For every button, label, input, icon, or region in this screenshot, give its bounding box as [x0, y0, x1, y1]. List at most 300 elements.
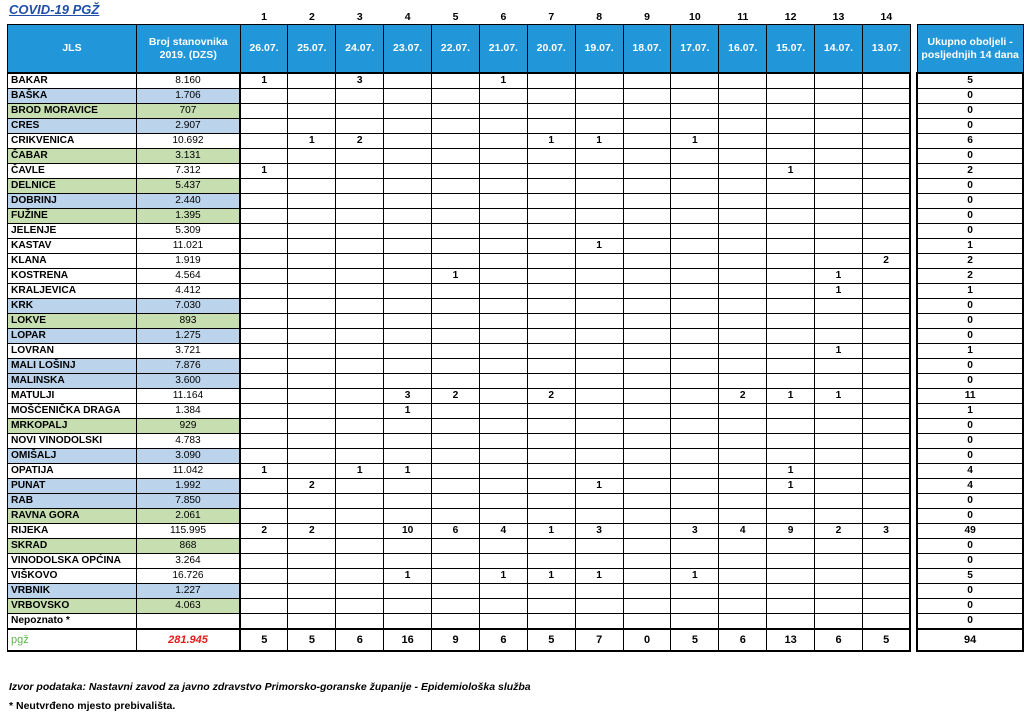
- daily-case-count: [767, 449, 815, 464]
- municipality-name: RIJEKA: [8, 524, 137, 539]
- daily-case-count: [240, 344, 288, 359]
- daily-case-count: [671, 89, 719, 104]
- total-cases: 6: [917, 134, 1023, 149]
- daily-case-count: [719, 254, 767, 269]
- total-cases: 4: [917, 464, 1023, 479]
- daily-case-count: [479, 329, 527, 344]
- daily-case-count: [479, 119, 527, 134]
- daily-case-count: [719, 614, 767, 630]
- daily-case-count: [384, 119, 432, 134]
- header-date: 20.07.: [527, 25, 575, 74]
- daily-case-count: [671, 104, 719, 119]
- daily-case-count: [527, 239, 575, 254]
- daily-case-count: [671, 73, 719, 89]
- column-number: 13: [832, 11, 845, 23]
- table-row: [8, 509, 1024, 524]
- daily-case-count: [767, 539, 815, 554]
- daily-case-count: [288, 164, 336, 179]
- daily-case-count: [336, 374, 384, 389]
- municipality-name: RAB: [8, 494, 137, 509]
- table-row: [8, 329, 1024, 344]
- daily-case-count: [479, 614, 527, 630]
- daily-case-count: [767, 494, 815, 509]
- population-value: 1.227: [136, 584, 240, 599]
- spacer-cell: [910, 254, 917, 269]
- total-cases: 0: [917, 374, 1023, 389]
- daily-case-count: 1: [240, 164, 288, 179]
- daily-case-count: [527, 554, 575, 569]
- table-row: [8, 269, 1024, 284]
- daily-case-count: [479, 359, 527, 374]
- daily-total: 16: [384, 629, 432, 651]
- daily-case-count: [384, 449, 432, 464]
- covid-cases-table: [7, 8, 1024, 652]
- spacer-cell: [910, 599, 917, 614]
- daily-case-count: 2: [336, 134, 384, 149]
- daily-case-count: [815, 449, 863, 464]
- daily-case-count: [623, 599, 671, 614]
- daily-case-count: [288, 329, 336, 344]
- daily-case-count: [240, 89, 288, 104]
- daily-case-count: [288, 389, 336, 404]
- daily-case-count: [240, 479, 288, 494]
- daily-case-count: [623, 344, 671, 359]
- daily-case-count: [240, 434, 288, 449]
- total-cases: 0: [917, 224, 1023, 239]
- municipality-name: BAKAR: [8, 73, 137, 89]
- daily-total: 13: [767, 629, 815, 651]
- daily-case-count: 1: [240, 464, 288, 479]
- daily-case-count: [862, 269, 910, 284]
- daily-case-count: 2: [240, 524, 288, 539]
- daily-case-count: [671, 269, 719, 284]
- daily-case-count: [671, 419, 719, 434]
- daily-case-count: [671, 509, 719, 524]
- daily-case-count: [815, 164, 863, 179]
- daily-case-count: [623, 329, 671, 344]
- spacer-cell: [910, 25, 917, 74]
- daily-case-count: 2: [432, 389, 480, 404]
- column-number: 9: [644, 11, 650, 23]
- daily-case-count: [719, 419, 767, 434]
- daily-case-count: [336, 449, 384, 464]
- table-row: [8, 524, 1024, 539]
- daily-case-count: [527, 119, 575, 134]
- total-cases: 0: [917, 359, 1023, 374]
- daily-case-count: [767, 149, 815, 164]
- daily-case-count: 1: [527, 524, 575, 539]
- daily-case-count: [767, 299, 815, 314]
- daily-case-count: [623, 119, 671, 134]
- daily-case-count: [240, 554, 288, 569]
- daily-case-count: [432, 479, 480, 494]
- daily-case-count: [671, 434, 719, 449]
- daily-case-count: [623, 89, 671, 104]
- municipality-name: VRBOVSKO: [8, 599, 137, 614]
- daily-case-count: [240, 224, 288, 239]
- daily-case-count: [479, 479, 527, 494]
- daily-case-count: [432, 539, 480, 554]
- daily-case-count: [527, 299, 575, 314]
- total-cases: 0: [917, 449, 1023, 464]
- daily-case-count: [240, 539, 288, 554]
- total-cases: 2: [917, 254, 1023, 269]
- daily-case-count: [240, 494, 288, 509]
- daily-case-count: [671, 374, 719, 389]
- daily-case-count: [288, 119, 336, 134]
- daily-case-count: [815, 584, 863, 599]
- daily-case-count: [862, 359, 910, 374]
- daily-case-count: [862, 419, 910, 434]
- daily-case-count: [432, 284, 480, 299]
- daily-case-count: 4: [479, 524, 527, 539]
- daily-case-count: [288, 284, 336, 299]
- daily-case-count: [336, 494, 384, 509]
- daily-case-count: [862, 329, 910, 344]
- daily-case-count: [479, 239, 527, 254]
- daily-case-count: [432, 89, 480, 104]
- population-value: 1.706: [136, 89, 240, 104]
- daily-case-count: [479, 104, 527, 119]
- population-value: 10.692: [136, 134, 240, 149]
- daily-case-count: [671, 224, 719, 239]
- total-cases: 0: [917, 104, 1023, 119]
- daily-case-count: [671, 299, 719, 314]
- total-cases: 0: [917, 494, 1023, 509]
- daily-case-count: [671, 344, 719, 359]
- spacer-cell: [910, 524, 917, 539]
- spacer-cell: [910, 629, 917, 651]
- daily-case-count: [623, 614, 671, 630]
- daily-case-count: [479, 269, 527, 284]
- daily-case-count: [671, 254, 719, 269]
- spacer-cell: [910, 584, 917, 599]
- municipality-name: MATULJI: [8, 389, 137, 404]
- daily-case-count: [575, 404, 623, 419]
- daily-case-count: [432, 494, 480, 509]
- daily-case-count: [288, 464, 336, 479]
- daily-case-count: [862, 73, 910, 89]
- daily-case-count: [240, 179, 288, 194]
- daily-case-count: [671, 614, 719, 630]
- daily-case-count: [719, 104, 767, 119]
- total-cases: 5: [917, 569, 1023, 584]
- header-row: [8, 25, 1024, 74]
- daily-case-count: [384, 194, 432, 209]
- daily-case-count: [575, 374, 623, 389]
- daily-case-count: [479, 464, 527, 479]
- daily-case-count: [671, 149, 719, 164]
- daily-case-count: [862, 509, 910, 524]
- daily-case-count: [575, 224, 623, 239]
- spacer-cell: [910, 284, 917, 299]
- daily-case-count: [719, 359, 767, 374]
- table-row: [8, 73, 1024, 89]
- daily-case-count: [862, 119, 910, 134]
- daily-total: 5: [671, 629, 719, 651]
- daily-case-count: [767, 269, 815, 284]
- daily-case-count: [623, 494, 671, 509]
- daily-case-count: [575, 464, 623, 479]
- daily-case-count: [432, 299, 480, 314]
- daily-case-count: [479, 299, 527, 314]
- daily-case-count: [815, 89, 863, 104]
- daily-case-count: [575, 254, 623, 269]
- daily-case-count: [432, 104, 480, 119]
- daily-case-count: [527, 89, 575, 104]
- population-value: 16.726: [136, 569, 240, 584]
- municipality-name: KASTAV: [8, 239, 137, 254]
- total-cases: 0: [917, 329, 1023, 344]
- table-row: [8, 359, 1024, 374]
- total-cases: 0: [917, 614, 1023, 630]
- daily-case-count: [527, 164, 575, 179]
- daily-case-count: [240, 209, 288, 224]
- header-date: 14.07.: [815, 25, 863, 74]
- daily-case-count: [288, 299, 336, 314]
- daily-case-count: [671, 464, 719, 479]
- municipality-name: SKRAD: [8, 539, 137, 554]
- daily-case-count: [240, 284, 288, 299]
- daily-case-count: [575, 494, 623, 509]
- daily-case-count: [862, 374, 910, 389]
- daily-case-count: [575, 329, 623, 344]
- header-total: Ukupno oboljeli - posljednjih 14 dana: [917, 25, 1023, 74]
- header-date: 24.07.: [336, 25, 384, 74]
- header-date: 16.07.: [719, 25, 767, 74]
- daily-case-count: 1: [815, 389, 863, 404]
- total-cases: 1: [917, 284, 1023, 299]
- daily-case-count: [336, 314, 384, 329]
- daily-case-count: [240, 314, 288, 329]
- daily-case-count: [479, 374, 527, 389]
- municipality-name: KRALJEVICA: [8, 284, 137, 299]
- total-cases: 0: [917, 599, 1023, 614]
- daily-case-count: [384, 224, 432, 239]
- total-cases: 2: [917, 269, 1023, 284]
- daily-total: 6: [815, 629, 863, 651]
- daily-case-count: [384, 344, 432, 359]
- daily-case-count: [767, 134, 815, 149]
- daily-case-count: [862, 464, 910, 479]
- daily-case-count: 1: [384, 404, 432, 419]
- daily-case-count: [862, 149, 910, 164]
- daily-case-count: [623, 224, 671, 239]
- daily-case-count: [862, 404, 910, 419]
- population-value: 7.312: [136, 164, 240, 179]
- spacer-cell: [8, 8, 137, 25]
- table-row: [8, 404, 1024, 419]
- daily-case-count: [288, 419, 336, 434]
- daily-case-count: [479, 194, 527, 209]
- daily-case-count: [671, 554, 719, 569]
- spacer-cell: [910, 539, 917, 554]
- population-value: 4.063: [136, 599, 240, 614]
- daily-case-count: [336, 209, 384, 224]
- daily-case-count: [815, 464, 863, 479]
- municipality-name: KLANA: [8, 254, 137, 269]
- daily-case-count: [719, 314, 767, 329]
- daily-case-count: [527, 284, 575, 299]
- column-number: 10: [689, 11, 701, 23]
- daily-case-count: [479, 434, 527, 449]
- daily-case-count: [527, 464, 575, 479]
- municipality-name: OMIŠALJ: [8, 449, 137, 464]
- table-row: [8, 494, 1024, 509]
- daily-case-count: [767, 329, 815, 344]
- population-value: 1.275: [136, 329, 240, 344]
- totals-row: [8, 629, 1024, 651]
- spacer-cell: [910, 569, 917, 584]
- daily-case-count: [336, 104, 384, 119]
- daily-case-count: [527, 344, 575, 359]
- daily-case-count: [623, 539, 671, 554]
- daily-case-count: [767, 374, 815, 389]
- daily-case-count: [575, 119, 623, 134]
- daily-case-count: 4: [719, 524, 767, 539]
- table-row: [8, 239, 1024, 254]
- page-title[interactable]: COVID-19 PGŽ: [9, 2, 100, 17]
- table-row: [8, 464, 1024, 479]
- daily-case-count: [623, 584, 671, 599]
- total-cases: 0: [917, 89, 1023, 104]
- population-value: 1.992: [136, 479, 240, 494]
- daily-case-count: [240, 449, 288, 464]
- population-total: 281.945: [136, 629, 240, 651]
- daily-case-count: [384, 539, 432, 554]
- daily-case-count: [336, 344, 384, 359]
- spacer-cell: [910, 419, 917, 434]
- spacer-cell: [910, 8, 917, 25]
- spacer-cell: [910, 104, 917, 119]
- daily-case-count: [575, 539, 623, 554]
- daily-case-count: [671, 284, 719, 299]
- population-value: 11.164: [136, 389, 240, 404]
- daily-case-count: [240, 509, 288, 524]
- municipality-name: KRK: [8, 299, 137, 314]
- daily-case-count: [767, 509, 815, 524]
- population-value: 115.995: [136, 524, 240, 539]
- header-population: Broj stanovnika 2019. (DZS): [136, 25, 240, 74]
- daily-case-count: [671, 179, 719, 194]
- total-cases: 11: [917, 389, 1023, 404]
- daily-case-count: [336, 149, 384, 164]
- daily-case-count: [719, 209, 767, 224]
- population-value: 8.160: [136, 73, 240, 89]
- municipality-name: DOBRINJ: [8, 194, 137, 209]
- daily-case-count: [479, 419, 527, 434]
- daily-case-count: [288, 209, 336, 224]
- daily-case-count: [862, 299, 910, 314]
- daily-case-count: [288, 104, 336, 119]
- daily-case-count: [575, 299, 623, 314]
- daily-case-count: [432, 134, 480, 149]
- daily-case-count: [815, 73, 863, 89]
- daily-case-count: [432, 449, 480, 464]
- daily-total: 5: [527, 629, 575, 651]
- municipality-name: BROD MORAVICE: [8, 104, 137, 119]
- daily-total: 6: [719, 629, 767, 651]
- table-row: [8, 599, 1024, 614]
- daily-case-count: [671, 209, 719, 224]
- daily-case-count: [336, 539, 384, 554]
- daily-case-count: [336, 434, 384, 449]
- daily-case-count: 2: [288, 524, 336, 539]
- daily-case-count: [288, 404, 336, 419]
- table-row: [8, 179, 1024, 194]
- daily-total: 6: [479, 629, 527, 651]
- daily-case-count: [575, 389, 623, 404]
- daily-case-count: [767, 209, 815, 224]
- municipality-name: RAVNA GORA: [8, 509, 137, 524]
- population-value: 707: [136, 104, 240, 119]
- daily-case-count: [767, 254, 815, 269]
- daily-case-count: [767, 284, 815, 299]
- daily-case-count: [527, 149, 575, 164]
- daily-case-count: 1: [575, 134, 623, 149]
- spacer-cell: [910, 464, 917, 479]
- daily-case-count: [719, 224, 767, 239]
- column-number: 5: [452, 11, 459, 23]
- municipality-name: MALINSKA: [8, 374, 137, 389]
- population-value: 7.876: [136, 359, 240, 374]
- total-cases: 0: [917, 509, 1023, 524]
- daily-case-count: [623, 479, 671, 494]
- spacer-cell: [910, 224, 917, 239]
- daily-case-count: [336, 584, 384, 599]
- table-row: [8, 119, 1024, 134]
- daily-case-count: [527, 434, 575, 449]
- daily-case-count: [862, 314, 910, 329]
- daily-case-count: [479, 89, 527, 104]
- municipality-name: NOVI VINODOLSKI: [8, 434, 137, 449]
- daily-case-count: [623, 104, 671, 119]
- daily-case-count: [288, 434, 336, 449]
- daily-case-count: [432, 344, 480, 359]
- daily-case-count: [575, 419, 623, 434]
- daily-case-count: [384, 329, 432, 344]
- daily-case-count: [240, 359, 288, 374]
- spacer-cell: [910, 359, 917, 374]
- daily-case-count: [527, 209, 575, 224]
- daily-case-count: [623, 449, 671, 464]
- grand-total: 94: [917, 629, 1023, 651]
- spacer-cell: [910, 479, 917, 494]
- daily-case-count: [479, 254, 527, 269]
- total-cases: 0: [917, 149, 1023, 164]
- daily-case-count: [862, 539, 910, 554]
- daily-case-count: [432, 434, 480, 449]
- daily-case-count: [862, 89, 910, 104]
- daily-case-count: [623, 194, 671, 209]
- daily-case-count: [527, 374, 575, 389]
- daily-case-count: [575, 149, 623, 164]
- daily-case-count: [527, 614, 575, 630]
- daily-case-count: [623, 164, 671, 179]
- table-row: [8, 299, 1024, 314]
- daily-case-count: [575, 89, 623, 104]
- daily-case-count: [575, 284, 623, 299]
- daily-case-count: 2: [719, 389, 767, 404]
- daily-case-count: [288, 614, 336, 630]
- daily-case-count: [575, 584, 623, 599]
- daily-case-count: [479, 164, 527, 179]
- daily-case-count: [575, 314, 623, 329]
- municipality-name: ČAVLE: [8, 164, 137, 179]
- daily-case-count: [719, 149, 767, 164]
- daily-case-count: 6: [432, 524, 480, 539]
- daily-case-count: 1: [815, 284, 863, 299]
